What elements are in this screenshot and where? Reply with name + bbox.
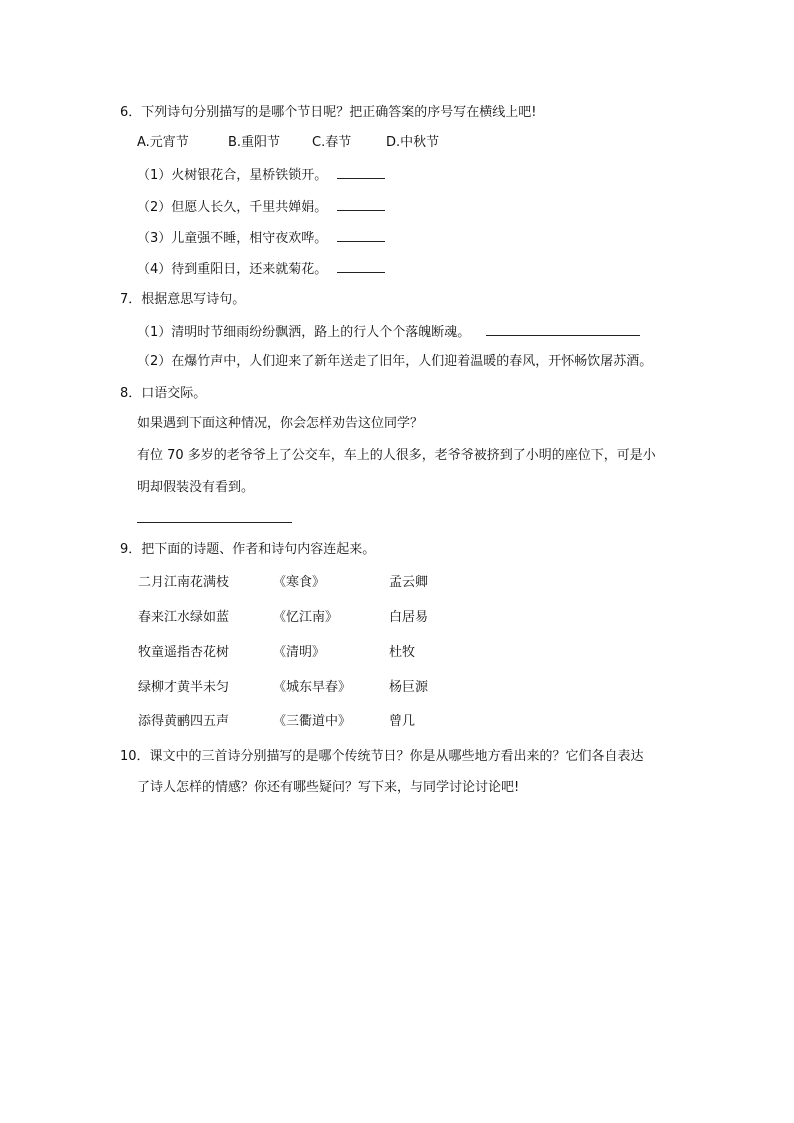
q9-author-3[interactable]: 杜牧 <box>389 645 416 660</box>
q6-item-4: （4）待到重阳日，还来就菊花。 <box>137 260 385 279</box>
q6-option-a: A.元宵节 <box>137 135 189 150</box>
q7-item-2: （2）在爆竹声中，人们迎来了新年送走了旧年，人们迎着温暖的春风，开怀畅饮屠苏酒。 <box>137 354 653 369</box>
q9-author-1[interactable]: 孟云卿 <box>389 575 429 590</box>
q9-poem-1[interactable]: 《寒食》 <box>273 575 326 590</box>
q9-verse-4[interactable]: 绿柳才黄半未匀 <box>138 680 230 695</box>
q6-item-1: （1）火树银花合，星桥铁锁开。 <box>137 166 385 185</box>
q8-answer-blank[interactable] <box>137 510 292 523</box>
q6-item-2: （2）但愿人长久，千里共婵娟。 <box>137 198 385 217</box>
q9-verse-3[interactable]: 牧童遥指杏花树 <box>138 645 230 660</box>
q9-verse-1[interactable]: 二月江南花满枝 <box>138 575 230 590</box>
q6-answer-blank-4[interactable] <box>337 260 385 273</box>
q10-line-2: 了诗人怎样的情感？你还有哪些疑问？写下来，与同学讨论讨论吧! <box>137 780 520 795</box>
q6-answer-blank-1[interactable] <box>337 166 385 179</box>
q6-option-b: B.重阳节 <box>228 135 281 150</box>
q9-poem-5[interactable]: 《三衢道中》 <box>273 714 352 729</box>
q7-item-1: （1）清明时节细雨纷纷飘洒，路上的行人个个落魄断魂。 <box>137 323 640 342</box>
q6-answer-blank-2[interactable] <box>337 198 385 211</box>
q9-poem-4[interactable]: 《城东早春》 <box>273 680 352 695</box>
q9-verse-2[interactable]: 春来江水绿如蓝 <box>138 610 230 625</box>
q6-title: 6．下列诗句分别描写的是哪个节日呢？把正确答案的序号写在横线上吧! <box>120 105 537 120</box>
q9-poem-2[interactable]: 《忆江南》 <box>273 610 339 625</box>
q8-scenario-line-1: 有位 70 多岁的老爷爷上了公交车，车上的人很多，老爷爷被挤到了小明的座位下，可是小 <box>137 448 656 463</box>
q6-item-3: （3）儿童强不睡，相守夜欢哗。 <box>137 229 385 248</box>
q8-prompt: 如果遇到下面这种情况，你会怎样劝告这位同学？ <box>137 416 424 431</box>
q6-option-d: D.中秋节 <box>386 135 440 150</box>
q9-poem-3[interactable]: 《清明》 <box>273 645 326 660</box>
q7-answer-blank-1[interactable] <box>486 323 640 336</box>
q8-title: 8．口语交际。 <box>120 386 207 401</box>
q6-answer-blank-3[interactable] <box>337 229 385 242</box>
q9-author-2[interactable]: 白居易 <box>389 610 429 625</box>
q10-line-1: 10．课文中的三首诗分别描写的是哪个传统节日？你是从哪些地方看出来的？它们各自表达 <box>120 749 644 764</box>
q9-title: 9．把下面的诗题、作者和诗句内容连起来。 <box>120 542 376 557</box>
q6-option-c: C.春节 <box>312 135 352 150</box>
q8-scenario-line-2: 明却假装没有看到。 <box>137 480 255 495</box>
q9-verse-5[interactable]: 添得黄鹂四五声 <box>138 714 230 729</box>
q9-author-4[interactable]: 杨巨源 <box>389 680 429 695</box>
q9-author-5[interactable]: 曾几 <box>389 714 416 729</box>
q7-title: 7．根据意思写诗句。 <box>120 292 246 307</box>
